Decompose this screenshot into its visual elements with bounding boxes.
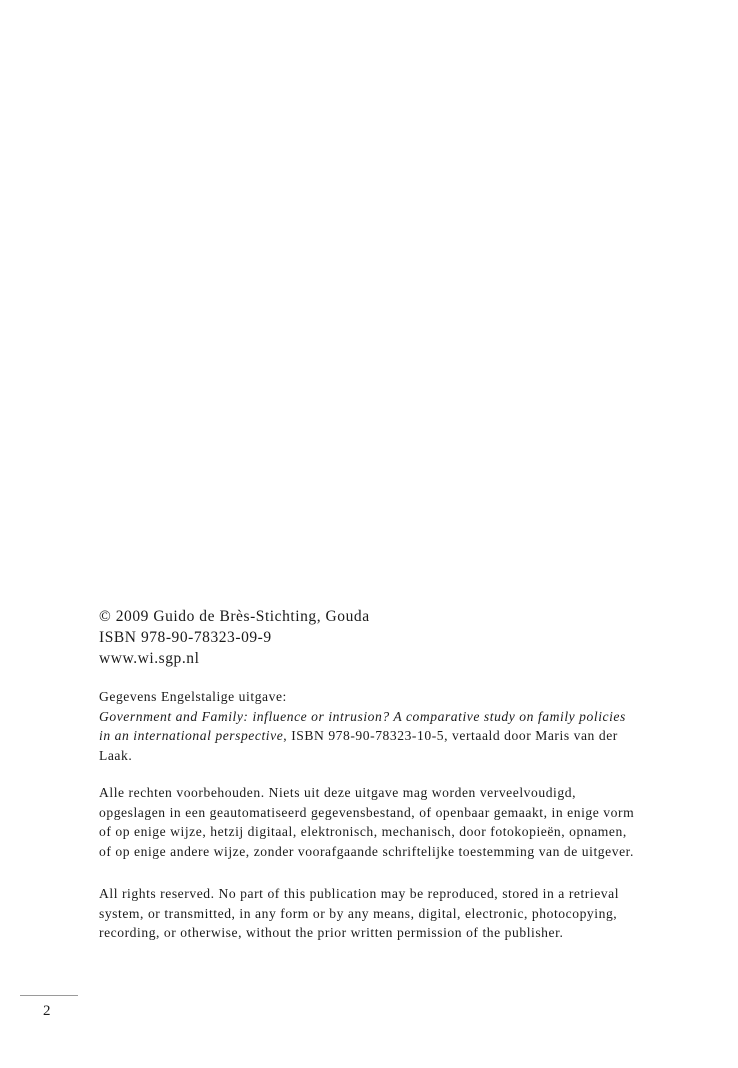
- colophon-block: [99, 606, 639, 669]
- page-number: 2: [43, 1003, 51, 1019]
- rights-notice-dutch: Alle rechten voorbehouden. Niets uit deze uitgave mag worden verveelvoudigd, opgeslagen in een geautomatiseerd gegevensbestand, of openbaar gemaakt, in enige vorm of op enige wijze, hetzij digitaal, elektronisch, mechanisch, door fotokopieën, opnamen, of op enige andere wijze, zonder voorafgaande schriftelijke toestemming van de uitgever.: [99, 785, 635, 859]
- english-edition-details: , ISBN 978-90-78323-10-5, vertaald door Maris van der Laak.: [99, 728, 618, 763]
- isbn-line: ISBN 978-90-78323-09-9: [99, 629, 272, 646]
- rights-notice-english: All rights reserved. No part of this publication may be reproduced, stored in a retrieval system, or transmitted, in any form or by any means, digital, electronic, photocopying, recording, or otherwise, without the prior written permission of the publisher.: [99, 886, 620, 940]
- copyright-line: © 2009 Guido de Brès-Stichting, Gouda: [99, 608, 370, 625]
- footer-rule: [20, 995, 78, 996]
- english-edition-heading: Gegevens Engelstalige uitgave:: [99, 689, 287, 704]
- english-edition-title: Government and Family: influence or intrusion? A comparative study on family policies in an international perspective: [99, 708, 626, 743]
- website-link[interactable]: www.wi.sgp.nl: [99, 650, 200, 667]
- english-edition-block: [99, 687, 639, 765]
